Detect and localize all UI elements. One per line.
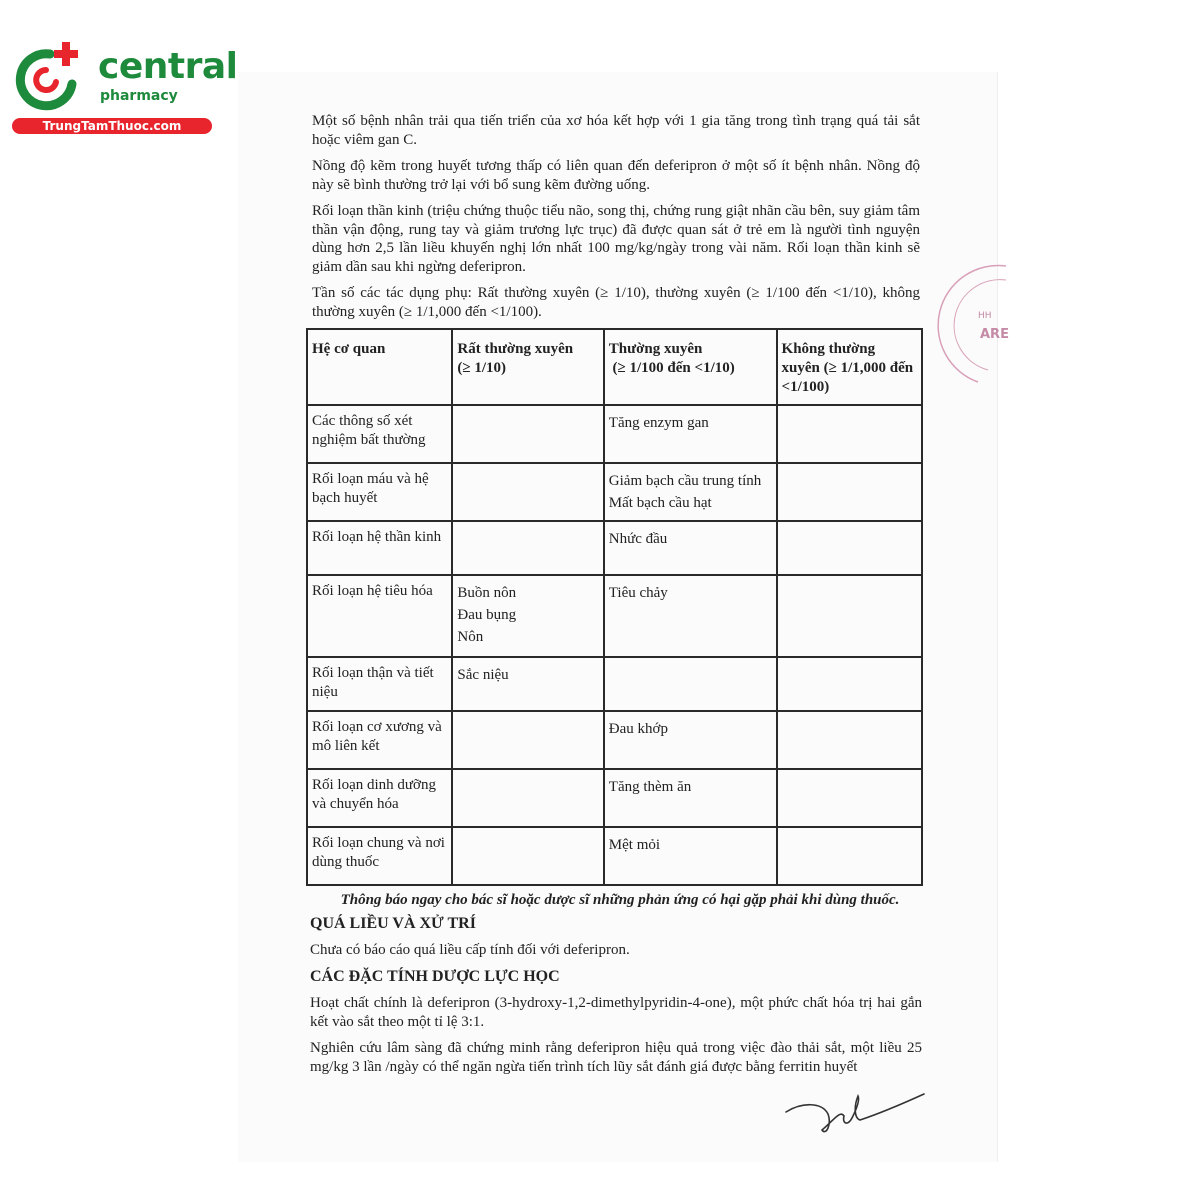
cell-entry: Nôn [457, 629, 484, 645]
cell-very-common [452, 405, 603, 463]
cell-entry: Đau khớp [608, 721, 668, 737]
cell-common [604, 521, 777, 575]
cell-very-common [452, 521, 603, 575]
overdose-heading: QUÁ LIỀU VÀ XỬ TRÍ [310, 914, 476, 932]
cell-uncommon [777, 827, 922, 885]
svg-text:HH: HH [978, 311, 992, 321]
cell-very-common [452, 769, 603, 827]
pharmacy-cross-icon [10, 40, 82, 112]
pharmacodynamics-paragraph-2: Nghiên cứu lâm sàng đã chứng minh rằng deferipron hiệu quả trong việc đào thải sắt, một liều 25 mg/kg 3 lần /ngày có thể ngăn ngừa tiến trình tích lũy sắt đánh giá được bằng ferritin huyết [310, 1040, 922, 1075]
cell-very-common [452, 711, 603, 769]
paragraph-neurological: Rối loạn thần kinh (triệu chứng thuộc tiểu não, song thị, chứng rung giật nhãn cầu bên, suy giảm tâm thần vận động, rung tay và giảm trương lực trục) đã được quan sát ở trẻ em là người tình nguyện dùng hơn 2,5 lần liều khuyến nghị lớn nhất 100 mg/kg/ngày trong vài năm. Rối loạn thần kinh sẽ giảm dần sau khi ngừng deferipron. [312, 203, 920, 275]
cell-common [604, 575, 777, 657]
cell-common [604, 657, 777, 711]
cell-uncommon [777, 521, 922, 575]
cell-organ-system: Rối loạn thận và tiết niệu [307, 657, 452, 711]
cell-entry: Sắc niệu [457, 667, 509, 683]
table-row [307, 769, 922, 827]
cell-common [604, 405, 777, 463]
handwritten-signature [782, 1090, 927, 1140]
table-row [307, 657, 922, 711]
cell-very-common [452, 463, 603, 521]
cell-entry: Buồn nôn [457, 585, 517, 601]
table-row [307, 827, 922, 885]
red-stamp-fragment [966, 262, 1009, 390]
svg-text:ARE: ARE [980, 327, 1009, 342]
cell-entry: Mất bạch cầu hạt [608, 495, 712, 511]
side-effects-text [312, 112, 920, 321]
cell-entry: Tăng thèm ăn [608, 779, 692, 795]
table-row [307, 405, 922, 463]
paragraph-fibrosis: Một số bệnh nhân trải qua tiến triển của xơ hóa kết hợp với 1 gia tăng trong tình trạng quá tải sắt hoặc viêm gan C. [312, 113, 920, 148]
after-table-section [310, 891, 922, 1084]
cell-common [604, 827, 777, 885]
logo-website: TrungTamThuoc.com [12, 118, 212, 134]
header-organ-system: Hệ cơ quan [307, 329, 452, 405]
cell-entry: Tiêu chảy [608, 585, 668, 601]
table-header-row [307, 329, 922, 405]
warning-note: Thông báo ngay cho bác sĩ hoặc dược sĩ những phản ứng có hại gặp phải khi dùng thuốc. [340, 892, 900, 908]
cell-uncommon [777, 575, 922, 657]
logo-name: central [98, 46, 238, 87]
cell-very-common [452, 575, 603, 657]
central-pharmacy-logo [10, 38, 238, 138]
cell-organ-system: Rối loạn chung và nơi dùng thuốc [307, 827, 452, 885]
paragraph-frequency: Tần số các tác dụng phụ: Rất thường xuyên (≥ 1/10), thường xuyên (≥ 1/100 đến <1/10), không thường xuyên (≥ 1/1,000 đến <1/100). [312, 285, 920, 320]
cell-common [604, 711, 777, 769]
cell-organ-system: Rối loạn máu và hệ bạch huyết [307, 463, 452, 521]
table-row [307, 575, 922, 657]
cell-organ-system: Các thông số xét nghiệm bất thường [307, 405, 452, 463]
cell-organ-system: Rối loạn dinh dưỡng và chuyển hóa [307, 769, 452, 827]
cell-uncommon [777, 657, 922, 711]
table-row [307, 521, 922, 575]
cell-common [604, 463, 777, 521]
table-row [307, 463, 922, 521]
paragraph-zinc: Nồng độ kẽm trong huyết tương thấp có liên quan đến deferipron ở một số ít bệnh nhân. Nồng độ này sẽ bình thường trở lại với bổ sung kẽm đường uống. [312, 158, 920, 193]
cell-common [604, 769, 777, 827]
overdose-text: Chưa có báo cáo quá liều cấp tính đối với deferipron. [310, 942, 630, 958]
cell-entry: Tăng enzym gan [608, 415, 709, 431]
cell-very-common [452, 657, 603, 711]
header-uncommon: Không thường xuyên (≥ 1/1,000 đến <1/100) [777, 329, 922, 405]
cell-uncommon [777, 711, 922, 769]
table-row [307, 711, 922, 769]
cell-entry: Đau bụng [457, 607, 517, 623]
cell-organ-system: Rối loạn hệ thần kinh [307, 521, 452, 575]
adverse-effects-table [306, 328, 923, 886]
pharmacodynamics-paragraph-1: Hoạt chất chính là deferipron (3-hydroxy-1,2-dimethylpyridin-4-one), một phức chất hóa trị hai gắn kết vào sắt theo một tỉ lệ 3:1. [310, 995, 922, 1030]
cell-uncommon [777, 769, 922, 827]
logo-subtitle: pharmacy [100, 88, 178, 104]
cell-uncommon [777, 463, 922, 521]
cell-organ-system: Rối loạn hệ tiêu hóa [307, 575, 452, 657]
header-very-common: Rất thường xuyên (≥ 1/10) [452, 329, 603, 405]
cell-entry: Mệt mỏi [608, 837, 661, 853]
cell-very-common [452, 827, 603, 885]
cell-entry: Nhức đầu [608, 531, 668, 547]
pharmacodynamics-heading: CÁC ĐẶC TÍNH DƯỢC LỰC HỌC [310, 967, 560, 985]
cell-uncommon [777, 405, 922, 463]
header-common: Thường xuyên (≥ 1/100 đến <1/10) [604, 329, 777, 405]
cell-organ-system: Rối loạn cơ xương và mô liên kết [307, 711, 452, 769]
cell-entry: Giảm bạch cầu trung tính [608, 473, 762, 489]
